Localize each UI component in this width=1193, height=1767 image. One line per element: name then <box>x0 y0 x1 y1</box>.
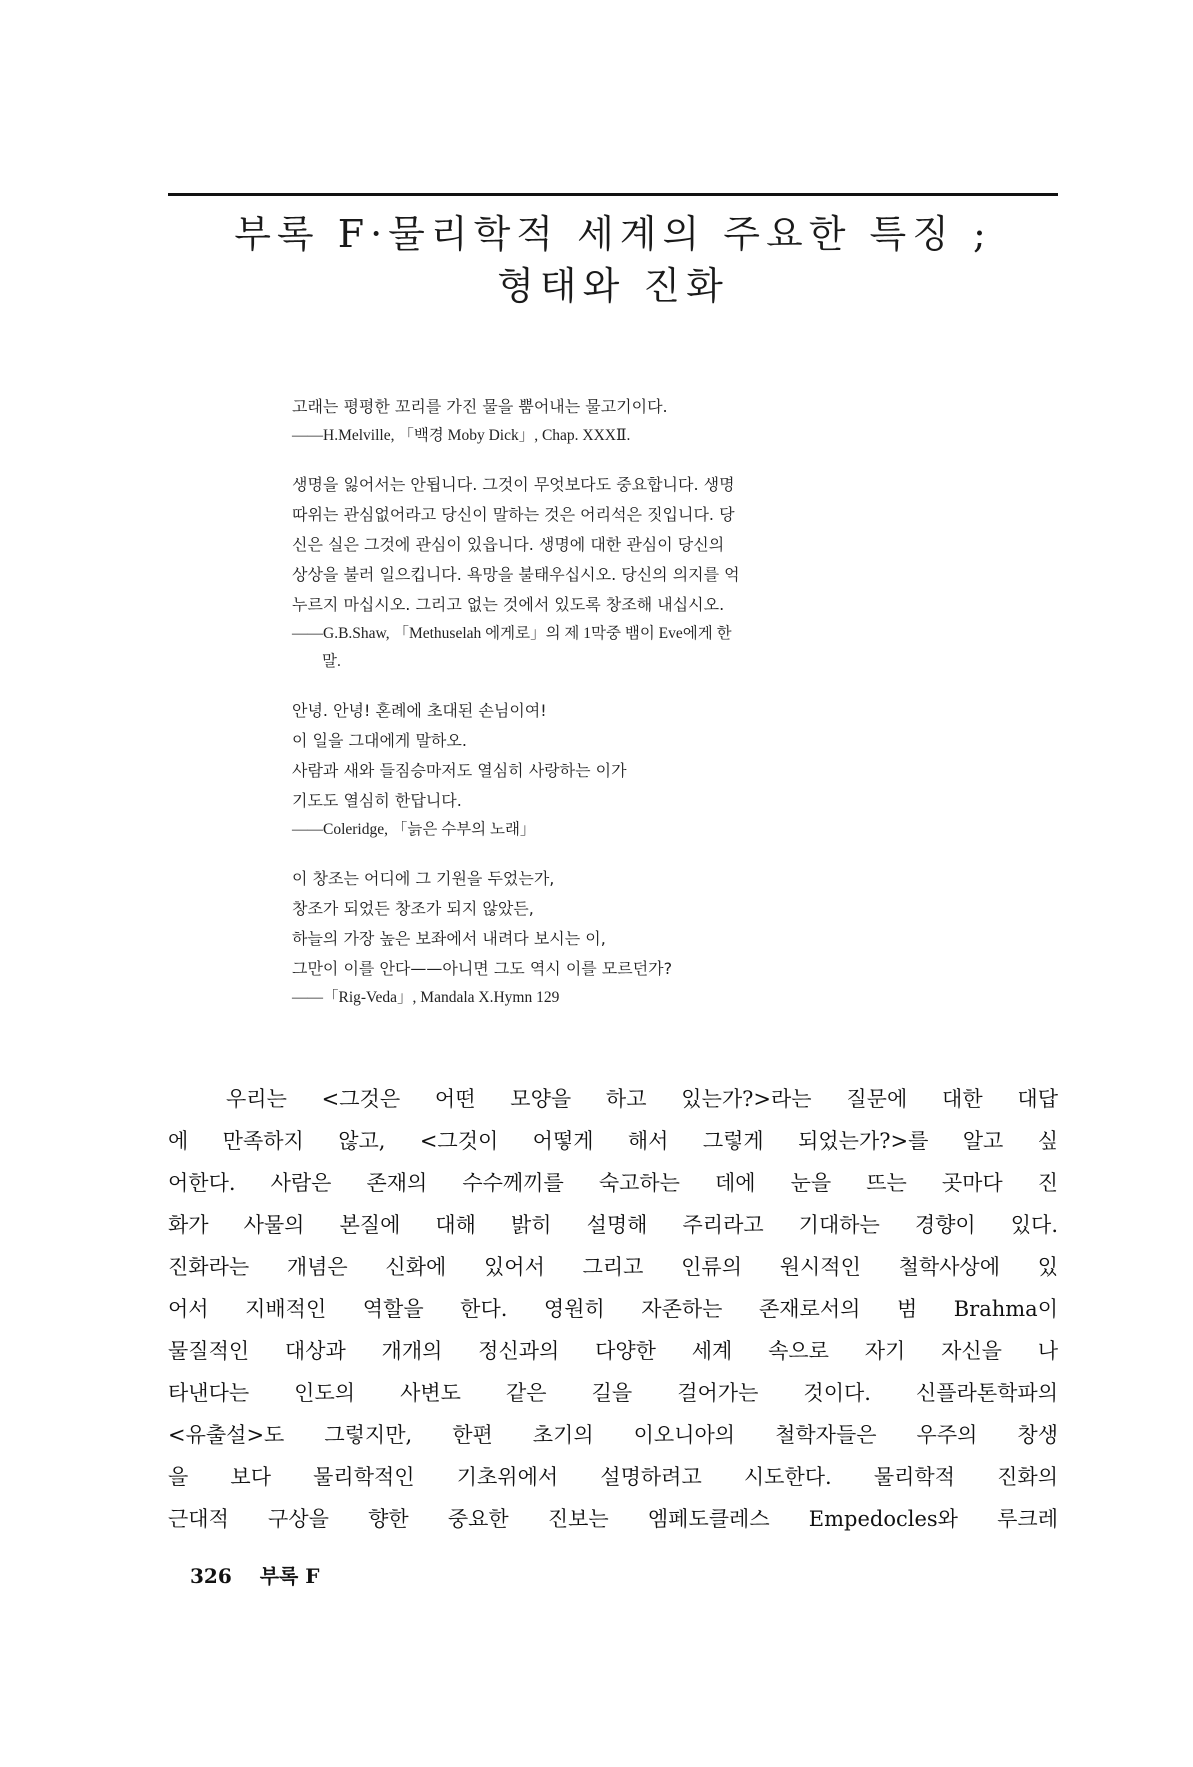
epigraph-source: ——「Rig-Veda」, Mandala X.Hymn 129 <box>292 989 560 1006</box>
epigraph-source: ——G.B.Shaw, 「Methuselah 에게로」의 제 1막중 뱀이 Eve에게 한 <box>292 625 732 642</box>
chapter-subtitle: 형태와 진화 <box>497 264 729 308</box>
epigraph-source: ——Coleridge, 「늙은 수부의 노래」 <box>292 821 536 838</box>
epigraph-rigveda <box>292 864 942 1012</box>
epigraph-source-continued: 말. <box>322 653 341 670</box>
epigraph-line: 이 창조는 어디에 그 기원을 두었는가, <box>292 869 555 888</box>
page-footer <box>190 1560 320 1589</box>
body-line: 에 만족하지 않고, <그것이 어떻게 해서 그렇게 되었는가?>를 알고 싶 <box>168 1129 1058 1153</box>
epigraphs <box>292 392 942 1032</box>
epigraph-melville <box>292 392 942 450</box>
body-line: <유출설>도 그렇지만, 한편 초기의 이오니아의 철학자들은 우주의 창생 <box>168 1423 1058 1447</box>
epigraph-coleridge <box>292 696 942 844</box>
epigraph-line: 창조가 되었든 창조가 되지 않았든, <box>292 899 534 918</box>
chapter-title: 부록 F·물리학적 세계의 주요한 특징 ; <box>234 212 992 256</box>
footer-label: 부록 F <box>259 1564 320 1588</box>
body-line: 을 보다 물리학적인 기초위에서 설명하려고 시도한다. 물리학적 진화의 <box>168 1465 1058 1489</box>
body-line: 진화라는 개념은 신화에 있어서 그리고 인류의 원시적인 철학사상에 있 <box>168 1255 1058 1279</box>
epigraph-line: 그만이 이를 안다——아니면 그도 역시 이를 모르던가? <box>292 959 673 978</box>
epigraph-source: ——H.Melville, 「백경 Moby Dick」, Chap. XXXⅡ. <box>292 427 631 444</box>
epigraph-line: 신은 실은 그것에 관심이 있읍니다. 생명에 대한 관심이 당신의 <box>292 535 725 554</box>
body-line: 근대적 구상을 향한 중요한 진보는 엠페도클레스 Empedocles와 루크레 <box>168 1507 1058 1531</box>
epigraph-line: 따위는 관심없어라고 당신이 말하는 것은 어리석은 짓입니다. 당 <box>292 505 735 524</box>
epigraph-line: 기도도 열심히 한답니다. <box>292 791 462 810</box>
body-line: 우리는 <그것은 어떤 모양을 하고 있는가?>라는 질문에 대한 대답 <box>226 1087 1058 1111</box>
epigraph-shaw <box>292 470 942 676</box>
epigraph-line: 안녕. 안녕! 혼례에 초대된 손님이여! <box>292 701 547 720</box>
body-line: 타낸다는 인도의 사변도 같은 길을 걸어가는 것이다. 신플라톤학파의 <box>168 1381 1058 1405</box>
epigraph-line: 누르지 마십시오. 그리고 없는 것에서 있도록 창조해 내십시오. <box>292 595 725 614</box>
body-line: 어한다. 사람은 존재의 수수께끼를 숙고하는 데에 눈을 뜨는 곳마다 진 <box>168 1171 1058 1195</box>
body-paragraph <box>168 1078 1058 1540</box>
body-line: 물질적인 대상과 개개의 정신과의 다양한 세계 속으로 자기 자신을 나 <box>168 1339 1058 1363</box>
epigraph-line: 하늘의 가장 높은 보좌에서 내려다 보시는 이, <box>292 929 606 948</box>
epigraph-line: 사람과 새와 들짐승마저도 열심히 사랑하는 이가 <box>292 761 627 780</box>
epigraph-line: 이 일을 그대에게 말하오. <box>292 731 467 750</box>
body-line: 화가 사물의 본질에 대해 밝히 설명해 주리라고 기대하는 경향이 있다. <box>168 1213 1058 1237</box>
top-rule <box>168 193 1058 196</box>
epigraph-line: 생명을 잃어서는 안됩니다. 그것이 무엇보다도 중요합니다. 생명 <box>292 475 735 494</box>
page-number: 326 <box>190 1564 232 1588</box>
epigraph-line: 상상을 불러 일으킵니다. 욕망을 불태우십시오. 당신의 의지를 억 <box>292 565 740 584</box>
body-line: 어서 지배적인 역할을 한다. 영원히 자존하는 존재로서의 범 Brahma이 <box>168 1297 1058 1321</box>
epigraph-line: 고래는 평평한 꼬리를 가진 물을 뿜어내는 물고기이다. <box>292 397 668 416</box>
